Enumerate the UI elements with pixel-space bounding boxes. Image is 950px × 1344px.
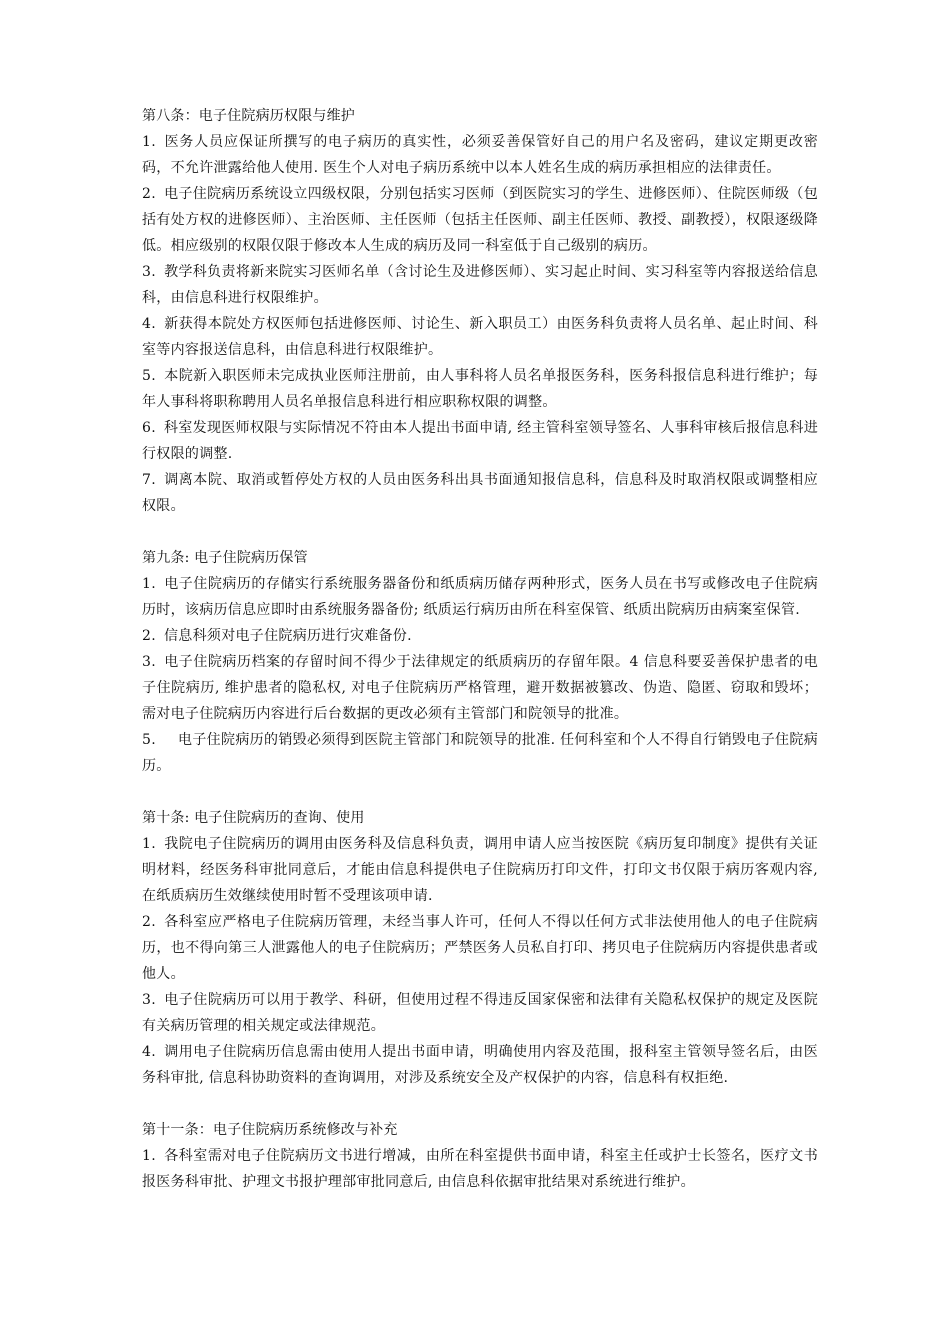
list-item xyxy=(142,181,818,259)
item-number: 4. xyxy=(142,316,156,332)
section-title: 第八条：电子住院病历权限与维护 xyxy=(142,108,355,124)
item-number: 2. xyxy=(142,186,156,202)
section-article-10 xyxy=(142,805,818,1091)
item-text: 各科室需对电子住院病历文书进行增减，由所在科室提供书面申请，科室主任或护士长签名，医疗文书报医务科审批、护理文书报护理部审批同意后, 由信息科依据审批结果对系统进行维护。 xyxy=(142,1148,818,1190)
item-text: 电子住院病历可以用于教学、科研，但使用过程不得违反国家保密和法律有关隐私权保护的规定及医院有关病历管理的相关规定或法律规范。 xyxy=(142,992,818,1034)
list-item xyxy=(142,831,818,909)
section-title: 第十条: 电子住院病历的查询、使用 xyxy=(142,810,365,826)
item-text: 电子住院病历系统设立四级权限，分别包括实习医师（到医院实习的学生、进修医师）、住院医师级（包括有处方权的进修医师）、主治医师、主任医师（包括主任医师、副主任医师、教授、副教授），权限逐级降低。相应级别的权限仅限于修改本人生成的病历及同一科室低于自己级别的病历。 xyxy=(142,186,818,254)
item-text: 教学科负责将新来院实习医师名单（含讨论生及进修医师）、实习起止时间、实习科室等内容报送给信息科，由信息科进行权限维护。 xyxy=(142,264,818,306)
section-title: 第九条: 电子住院病历保管 xyxy=(142,550,308,566)
list-item xyxy=(142,129,818,181)
item-text: 我院电子住院病历的调用由医务科及信息科负责，调用申请人应当按医院《病历复印制度》提供有关证明材料，经医务科审批同意后，才能由信息科提供电子住院病历打印文件，打印文书仅限于病历客观内容, 在纸质病历生效继续使用时暂不受理该项申请. xyxy=(142,836,818,904)
list-item xyxy=(142,727,818,779)
item-number: 1. xyxy=(142,1148,156,1164)
item-number: 6. xyxy=(142,420,156,436)
item-number: 1. xyxy=(142,134,156,150)
item-number: 2. xyxy=(142,914,156,930)
item-text: 新获得本院处方权医师包括进修医师、讨论生、新入职员工）由医务科负责将人员名单、起止时间、科室等内容报送信息科，由信息科进行权限维护。 xyxy=(142,316,818,358)
section-article-11 xyxy=(142,1117,818,1195)
item-number: 3. xyxy=(142,264,156,280)
list-item xyxy=(142,1039,818,1091)
document-page xyxy=(142,103,818,1221)
list-item xyxy=(142,467,818,519)
list-item xyxy=(142,909,818,987)
list-item xyxy=(142,571,818,623)
item-number: 5. xyxy=(142,732,156,748)
section-article-8 xyxy=(142,103,818,519)
item-text: 本院新入职医师未完成执业医师注册前，由人事科将人员名单报医务科，医务科报信息科进行维护；每年人事科将职称聘用人员名单报信息科进行相应职称权限的调整。 xyxy=(142,368,818,410)
item-text: 信息科须对电子住院病历进行灾难备份. xyxy=(164,628,412,644)
list-item xyxy=(142,363,818,415)
list-item xyxy=(142,415,818,467)
item-number: 7. xyxy=(142,472,156,488)
list-item xyxy=(142,649,818,727)
item-number: 1. xyxy=(142,836,156,852)
list-item xyxy=(142,987,818,1039)
item-number: 5. xyxy=(142,368,156,384)
item-text: 调离本院、取消或暂停处方权的人员由医务科出具书面通知报信息科，信息科及时取消权限或调整相应权限。 xyxy=(142,472,818,514)
item-text: 电子住院病历的存储实行系统服务器备份和纸质病历储存两种形式，医务人员在书写或修改电子住院病历时，该病历信息应即时由系统服务器备份; 纸质运行病历由所在科室保管、纸质出院病历由病案室保管. xyxy=(142,576,818,618)
item-text: 电子住院病历档案的存留时间不得少于法律规定的纸质病历的存留年限。4 信息科要妥善保护患者的电子住院病历, 维护患者的隐私权, 对电子住院病历严格管理，避开数据被篡改、伪造、隐匿、窃取和毁坏；需对电子住院病历内容进行后台数据的更改必须有主管部门和院领导的批准。 xyxy=(142,654,818,722)
item-number: 2. xyxy=(142,628,156,644)
list-item xyxy=(142,623,818,649)
list-item xyxy=(142,311,818,363)
item-text: 各科室应严格电子住院病历管理，未经当事人许可，任何人不得以任何方式非法使用他人的电子住院病历，也不得向第三人泄露他人的电子住院病历；严禁医务人员私自打印、拷贝电子住院病历内容提供患者或他人。 xyxy=(142,914,818,982)
item-text: 医务人员应保证所撰写的电子病历的真实性，必须妥善保管好自己的用户名及密码，建议定期更改密码，不允许泄露给他人使用. 医生个人对电子病历系统中以本人姓名生成的病历承担相应的法律责任。 xyxy=(142,134,818,176)
item-text: 电子住院病历的销毁必须得到医院主管部门和院领导的批准. 任何科室和个人不得自行销毁电子住院病历。 xyxy=(142,732,818,774)
item-number: 3. xyxy=(142,992,156,1008)
item-text: 调用电子住院病历信息需由使用人提出书面申请，明确使用内容及范围，报科室主管领导签名后，由医务科审批, 信息科协助资料的查询调用，对涉及系统安全及产权保护的内容，信息科有权拒绝. xyxy=(142,1044,818,1086)
item-number: 1. xyxy=(142,576,156,592)
section-article-9 xyxy=(142,545,818,779)
list-item xyxy=(142,259,818,311)
item-number: 3. xyxy=(142,654,156,670)
list-item xyxy=(142,1143,818,1195)
item-text: 科室发现医师权限与实际情况不符由本人提出书面申请, 经主管科室领导签名、人事科审核后报信息科进行权限的调整. xyxy=(142,420,818,462)
section-title: 第十一条：电子住院病历系统修改与补充 xyxy=(142,1122,398,1138)
item-number: 4. xyxy=(142,1044,156,1060)
